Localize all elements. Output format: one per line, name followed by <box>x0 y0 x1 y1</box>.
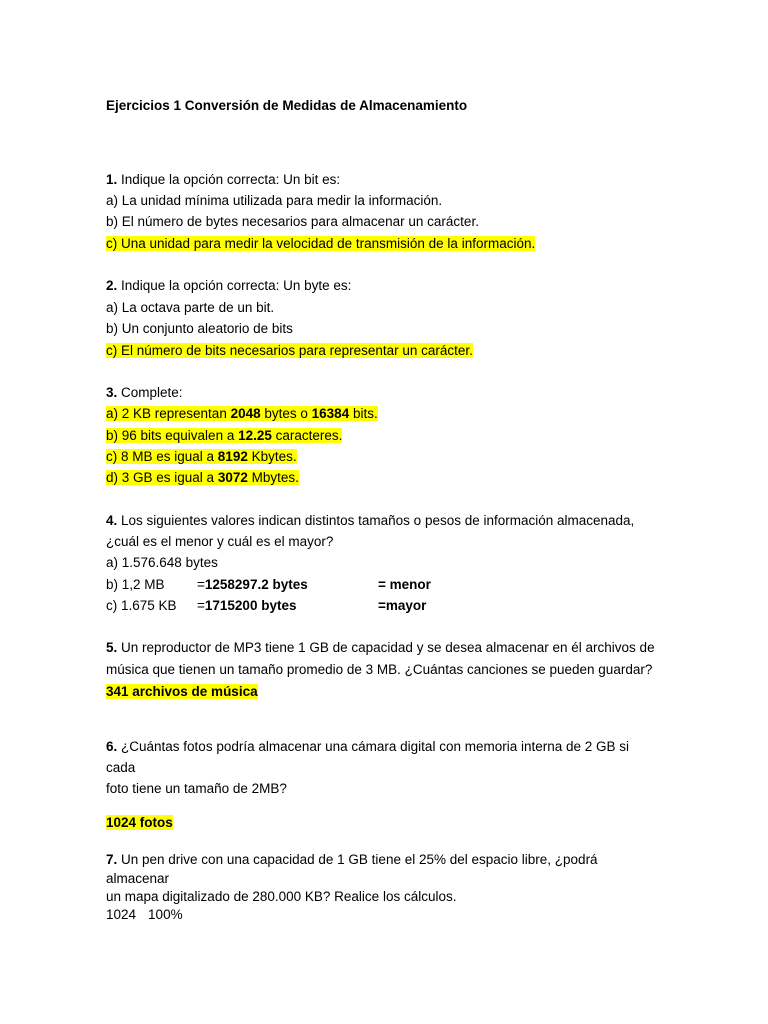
q5-stem: 5. Un reproductor de MP3 tiene 1 GB de capacidad y se desea almacenar en él archivos de <box>106 640 655 655</box>
document-title: Ejercicios 1 Conversión de Medidas de Almacenamiento <box>106 98 468 113</box>
q4-stem-line2: ¿cuál es el menor y cuál es el mayor? <box>106 534 334 549</box>
q7-stem-line2: almacenar <box>106 871 170 886</box>
q6-stem-line2: cada <box>106 760 136 775</box>
q4-option-a: a) 1.576.648 bytes <box>106 555 218 570</box>
q3-item-b: b) 96 bits equivalen a 12.25 caracteres. <box>106 428 343 443</box>
q3-item-c: c) 8 MB es igual a 8192 Kbytes. <box>106 449 297 464</box>
q1-option-c-answer: c) Una unidad para medir la velocidad de transmisión de la información. <box>106 236 536 251</box>
q2-option-a: a) La octava parte de un bit. <box>106 300 275 315</box>
q2-option-b: b) Un conjunto aleatorio de bits <box>106 321 293 336</box>
q2-option-c-answer: c) El número de bits necesarios para representar un carácter. <box>106 343 473 358</box>
q4-option-b: b) 1,2 MB =1258297.2 bytes = menor <box>106 577 431 592</box>
q1-stem: 1. Indique la opción correcta: Un bit es: <box>106 172 341 187</box>
q6-stem: 6. ¿Cuántas fotos podría almacenar una cámara digital con memoria interna de 2 GB si <box>106 739 630 754</box>
q5-answer: 341 archivos de música <box>106 684 258 699</box>
q3-item-d: d) 3 GB es igual a 3072 Mbytes. <box>106 470 299 485</box>
q7-calculation: 1024 100% <box>106 907 183 922</box>
q6-answer: 1024 fotos <box>106 815 173 830</box>
q1-option-b: b) El número de bytes necesarios para almacenar un carácter. <box>106 214 479 229</box>
q4-stem: 4. Los siguientes valores indican distintos tamaños o pesos de información almacenada, <box>106 513 635 528</box>
q3-stem: 3. Complete: <box>106 385 183 400</box>
q4-option-c: c) 1.675 KB =1715200 bytes =mayor <box>106 598 427 613</box>
q3-item-a: a) 2 KB representan 2048 bytes o 16384 bits. <box>106 406 378 421</box>
q5-stem-line2: música que tienen un tamaño promedio de 3 MB. ¿Cuántas canciones se pueden guardar? <box>106 662 653 677</box>
q6-stem-line3: foto tiene un tamaño de 2MB? <box>106 781 287 796</box>
q7-stem: 7. Un pen drive con una capacidad de 1 GB tiene el 25% del espacio libre, ¿podrá <box>106 852 598 867</box>
q1-option-a: a) La unidad mínima utilizada para medir la información. <box>106 193 443 208</box>
q2-stem: 2. Indique la opción correcta: Un byte es: <box>106 278 352 293</box>
q7-stem-line3: un mapa digitalizado de 280.000 KB? Realice los cálculos. <box>106 889 457 904</box>
